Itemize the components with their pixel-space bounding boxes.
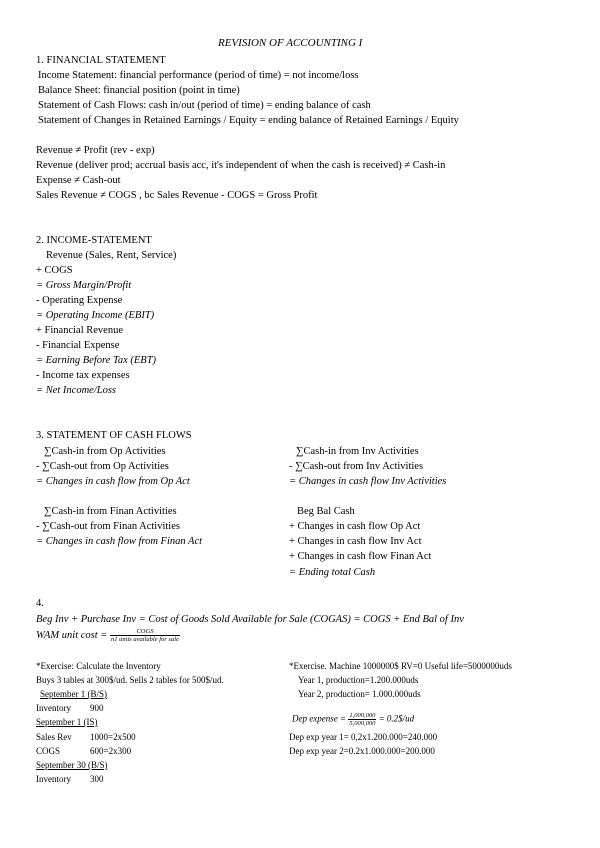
s3-left-b-line: = Changes in cash flow from Finan Act xyxy=(36,536,203,547)
wam-denominator: n1 units available for sale xyxy=(111,636,179,643)
s3-right-b-line: + Changes in cash flow Op Act xyxy=(289,521,421,532)
s2-line: - Financial Expense xyxy=(36,340,120,351)
s2-line: = Earning Before Tax (EBT) xyxy=(36,355,157,366)
section-2-heading: 2. INCOME-STATEMENT xyxy=(36,235,152,246)
dep-expense-formula xyxy=(292,712,414,727)
inventory-row-2 xyxy=(36,773,104,786)
dep-year-2: Dep exp year 2=0.2x1.000.000=200.000 xyxy=(289,746,435,756)
inventory-value: 900 xyxy=(90,703,104,713)
s3-left-b-line: ∑Cash-in from Finan Activities xyxy=(44,506,177,517)
s3-right-b-line: = Ending total Cash xyxy=(289,567,376,578)
sep1-bs-heading: September 1 (B/S) xyxy=(40,689,107,699)
document-title: REVISION OF ACCOUNTING I xyxy=(218,37,363,49)
section-4-heading: 4. xyxy=(36,598,44,609)
s3-right-b-line: Beg Bal Cash xyxy=(297,506,355,517)
s3-left-a-line: = Changes in cash flow from Op Act xyxy=(36,476,190,487)
wam-numerator: COGS xyxy=(110,628,180,636)
wam-label: WAM unit cost = xyxy=(36,629,108,641)
s3-left-b-line: - ∑Cash-out from Finan Activities xyxy=(36,521,180,532)
sep1-is-heading: September 1 (IS) xyxy=(36,717,98,727)
s1-note: Revenue (deliver prod; accrual basis acc, it's independent of when the cash is received) ≠ Cash-in xyxy=(36,160,446,171)
inventory-value: 300 xyxy=(90,774,104,784)
cogs-label: COGS xyxy=(36,746,61,756)
inventory-row-1 xyxy=(36,702,104,715)
s3-right-a-line: - ∑Cash-out from Inv Activities xyxy=(289,461,424,472)
wam-formula xyxy=(36,628,180,643)
exercise-2-year2: Year 2, production= 1.000.000uds xyxy=(298,689,421,699)
s1-line: Statement of Changes in Retained Earnings / Equity = ending balance of Retained Earnings / Equity xyxy=(38,115,459,126)
s2-line: + COGS xyxy=(36,265,73,276)
s2-line: Revenue (Sales, Rent, Service) xyxy=(46,250,177,261)
s2-line: + Financial Revenue xyxy=(36,325,123,336)
inventory-label: Inventory xyxy=(36,703,71,713)
s2-line: - Operating Expense xyxy=(36,295,123,306)
wam-fraction xyxy=(110,628,180,643)
dep-result: = 0.2$/ud xyxy=(378,713,415,724)
cogs-value: 600=2x300 xyxy=(90,746,132,756)
section-1-heading: 1. FINANCIAL STATEMENT xyxy=(36,55,166,66)
section-3-heading: 3. STATEMENT OF CASH FLOWS xyxy=(36,430,192,441)
s3-left-a-line: ∑Cash-in from Op Activities xyxy=(44,446,166,457)
dep-numerator: 1,000,000 xyxy=(349,712,376,719)
dep-year-1: Dep exp year 1= 0,2x1.200.000=240.000 xyxy=(289,732,438,742)
s3-right-a-line: = Changes in cash flow Inv Activities xyxy=(289,476,447,487)
s2-line: = Operating Income (EBIT) xyxy=(36,310,155,321)
s1-line: Balance Sheet: financial position (point in time) xyxy=(38,85,240,96)
s2-line: = Gross Margin/Profit xyxy=(36,280,132,291)
sales-value: 1000=2x500 xyxy=(90,732,136,742)
exercise-2-year1: Year 1, production=1.200.000uds xyxy=(298,675,419,685)
sales-row xyxy=(36,731,136,744)
inventory-label: Inventory xyxy=(36,774,71,784)
sep30-bs-heading: September 30 (B/S) xyxy=(36,760,108,770)
s1-note: Revenue ≠ Profit (rev - exp) xyxy=(36,145,155,156)
exercise-1-title: *Exercise: Calculate the Inventory xyxy=(36,661,161,671)
s3-right-a-line: ∑Cash-in from Inv Activities xyxy=(296,446,419,457)
s1-note: Sales Revenue ≠ COGS , bc Sales Revenue - COGS = Gross Profit xyxy=(36,190,318,201)
cogas-formula: Beg Inv + Purchase Inv = Cost of Goods Sold Available for Sale (COGAS) = COGS + End Bal of Inv xyxy=(36,614,464,625)
exercise-2-title: *Exercise. Machine 1000000$ RV=0 Useful life=5000000uds xyxy=(289,661,512,671)
s3-right-b-line: + Changes in cash flow Finan Act xyxy=(289,551,432,562)
s2-line: = Net Income/Loss xyxy=(36,385,116,396)
s2-line: - Income tax expenses xyxy=(36,370,130,381)
s1-line: Statement of Cash Flows: cash in/out (period of time) = ending balance of cash xyxy=(38,100,371,111)
cogs-row xyxy=(36,745,132,758)
dep-denominator: 5,000,000 xyxy=(349,720,376,727)
dep-label: Dep expense = xyxy=(292,713,347,724)
s3-left-a-line: - ∑Cash-out from Op Activities xyxy=(36,461,169,472)
s1-line: Income Statement: financial performance (period of time) = not income/loss xyxy=(38,70,359,81)
s1-note: Expense ≠ Cash-out xyxy=(36,175,121,186)
sales-label: Sales Rev xyxy=(36,732,72,742)
s3-right-b-line: + Changes in cash flow Inv Act xyxy=(289,536,422,547)
exercise-1-line: Buys 3 tables at 300$/ud. Sells 2 tables for 500$/ud. xyxy=(36,675,224,685)
dep-fraction xyxy=(348,712,376,727)
